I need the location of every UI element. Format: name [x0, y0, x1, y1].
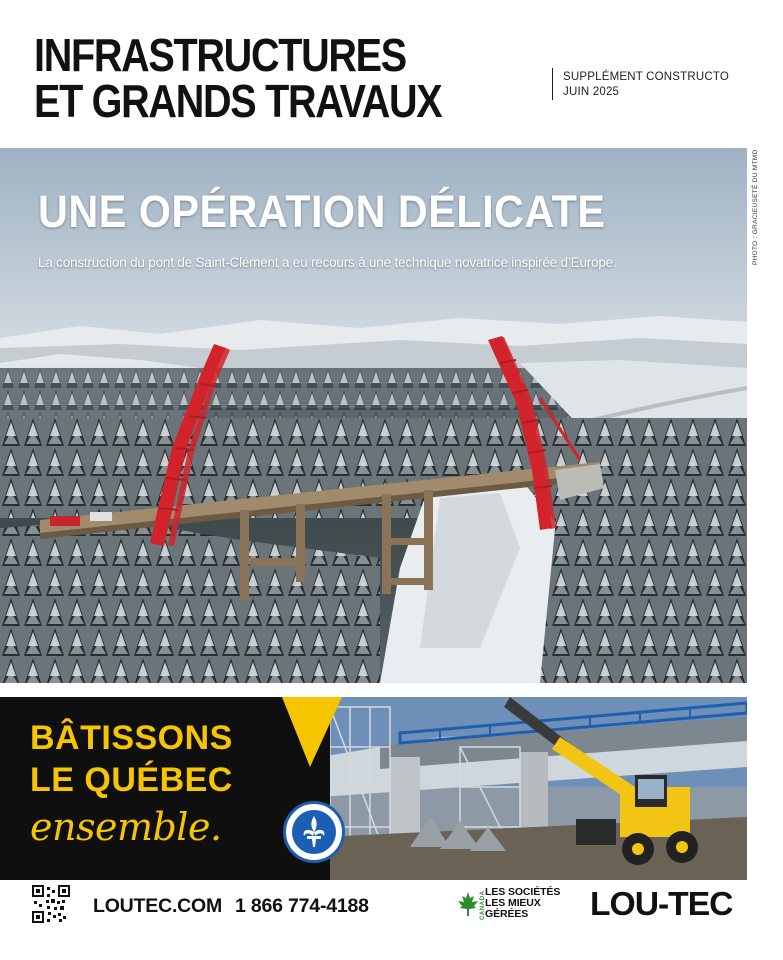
award-line-2: LES MIEUX [485, 897, 541, 909]
issue-date: JUIN 2025 [563, 86, 620, 98]
cover-headline: UNE OPÉRATION DÉLICATE [38, 186, 606, 237]
website-link[interactable]: LOUTEC.COM [93, 895, 223, 917]
supplement-label: SUPPLÉMENT CONSTRUCTO [563, 71, 730, 83]
phone-number[interactable]: 1 866 774-4188 [235, 895, 369, 917]
qr-code-icon[interactable] [32, 885, 70, 923]
title-line-1: INFRASTRUCTURES [34, 29, 406, 81]
photo-credit [752, 149, 772, 265]
cover-subhead: La construction du pont de Saint-Clément a eu recours à une technique novatrice inspirée d’Europe. [38, 255, 617, 270]
quebec-business-seal [283, 801, 345, 863]
ad-construction-photo [320, 697, 747, 880]
loutec-ad[interactable] [0, 697, 747, 880]
cover-photo [0, 148, 747, 683]
loutec-logo[interactable]: LOU-TEC [590, 885, 733, 922]
publication-title [34, 29, 534, 127]
award-line-1: LES SOCIÉTÉS [485, 886, 561, 898]
ad-slogan-script: ensemble. [30, 805, 222, 849]
ad-slogan-line-1: BÂTISSONS [30, 719, 233, 757]
masthead-divider [552, 68, 553, 100]
title-line-2: ET GRANDS TRAVAUX [34, 75, 442, 127]
best-managed-badge [458, 884, 568, 924]
maple-leaf-icon [458, 892, 478, 918]
photo-credit-text: PHOTO : GRACIEUSETÉ DU MTMD [752, 149, 759, 265]
masthead [0, 0, 783, 148]
issue-meta [563, 70, 729, 100]
fleur-de-lis-icon [292, 810, 336, 854]
award-line-3: GÉRÉES [485, 908, 529, 920]
ad-footer [0, 880, 783, 960]
award-country: CANADA [480, 890, 486, 920]
award-name [485, 887, 560, 920]
ad-slogan-line-2: LE QUÉBEC [30, 761, 233, 799]
